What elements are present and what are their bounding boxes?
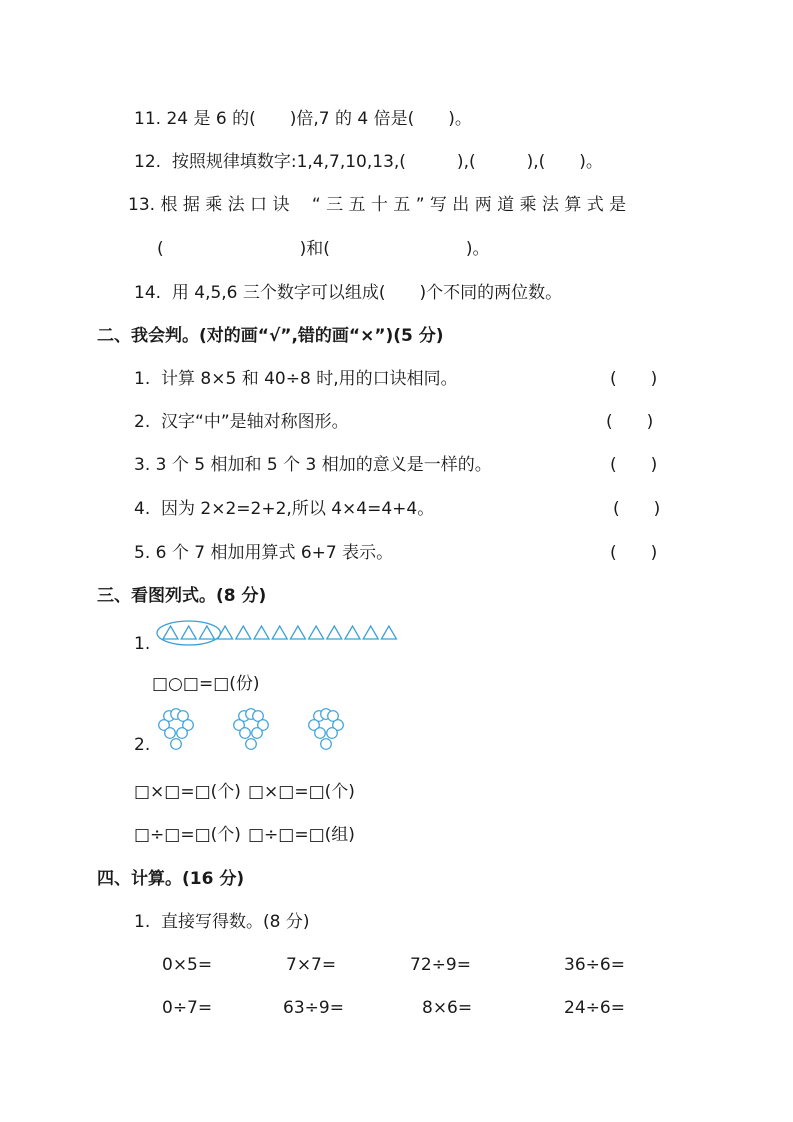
circle-groups-figure	[156, 710, 356, 752]
judge-answer-4[interactable]: ( )	[613, 499, 661, 519]
triangle-icon	[254, 626, 269, 639]
circle-icon	[177, 728, 188, 739]
section-3-title: 三、看图列式。(8 分)	[97, 586, 267, 606]
circle-icon	[252, 728, 263, 739]
equation-2a: □×□=□(个)	[134, 782, 241, 802]
triangle-icon	[163, 626, 178, 639]
calc-r1-c1: 0×5=	[162, 955, 213, 975]
triangle-icon	[345, 626, 360, 639]
equation-2b: □×□=□(个)	[248, 782, 355, 802]
judge-answer-1[interactable]: ( )	[610, 369, 658, 389]
circle-group	[159, 709, 194, 750]
calc-r2-c4: 24÷6=	[564, 998, 625, 1018]
equation-3b: □÷□=□(组)	[248, 825, 355, 845]
figure-2-number: 2.	[134, 735, 151, 755]
judge-item-2: 2. 汉字“中”是轴对称图形。	[134, 412, 349, 432]
question-14: 14. 用 4,5,6 三个数字可以组成( )个不同的两位数。	[134, 283, 563, 303]
triangle-icon	[381, 626, 396, 639]
question-11: 11. 24 是 6 的( )倍,7 的 4 倍是( )。	[134, 109, 472, 129]
calc-r1-c4: 36÷6=	[564, 955, 625, 975]
triangle-icon	[236, 626, 251, 639]
circle-icon	[327, 728, 338, 739]
question-13-line-1: 13. 根 据 乘 法 口 诀 “ 三 五 十 五 ” 写 出 两 道 乘 法 算 式 是	[128, 195, 627, 215]
triangle-icon	[363, 626, 378, 639]
circle-group	[309, 709, 344, 750]
calc-r2-c3: 8×6=	[422, 998, 473, 1018]
question-12: 12. 按照规律填数字:1,4,7,10,13,( ),( ),( )。	[134, 152, 603, 172]
circle-group	[234, 709, 269, 750]
circle-icon	[246, 739, 257, 750]
figure-1-number: 1.	[134, 634, 151, 654]
equation-3a: □÷□=□(个)	[134, 825, 241, 845]
section-4-sub-1: 1. 直接写得数。(8 分)	[134, 912, 310, 932]
section-4-title: 四、计算。(16 分)	[97, 869, 245, 889]
triangle-icon	[199, 626, 214, 639]
judge-item-5: 5. 6 个 7 相加用算式 6+7 表示。	[134, 543, 394, 563]
judge-answer-5[interactable]: ( )	[610, 543, 658, 563]
judge-answer-3[interactable]: ( )	[610, 455, 658, 475]
equation-1: □○□=□(份)	[152, 674, 260, 694]
circle-icon	[171, 739, 182, 750]
judge-item-1: 1. 计算 8×5 和 40÷8 时,用的口诀相同。	[134, 369, 458, 389]
triangle-figure	[158, 620, 398, 650]
calc-r1-c3: 72÷9=	[410, 955, 471, 975]
judge-item-4: 4. 因为 2×2=2+2,所以 4×4=4+4。	[134, 499, 435, 519]
triangle-icon	[327, 626, 342, 639]
question-13-line-2: ( )和( )。	[157, 239, 490, 259]
circle-icon	[321, 739, 332, 750]
circle-icon	[165, 728, 176, 739]
calc-r2-c1: 0÷7=	[162, 998, 213, 1018]
triangle-icon	[181, 626, 196, 639]
judge-item-3: 3. 3 个 5 相加和 5 个 3 相加的意义是一样的。	[134, 455, 492, 475]
judge-answer-2[interactable]: ( )	[606, 412, 654, 432]
section-2-title: 二、我会判。(对的画“√”,错的画“×”)(5 分)	[97, 326, 444, 346]
circle-icon	[240, 728, 251, 739]
circle-icon	[315, 728, 326, 739]
calc-r1-c2: 7×7=	[286, 955, 337, 975]
triangle-icon	[309, 626, 324, 639]
triangle-icon	[290, 626, 305, 639]
calc-r2-c2: 63÷9=	[283, 998, 344, 1018]
triangle-icon	[272, 626, 287, 639]
